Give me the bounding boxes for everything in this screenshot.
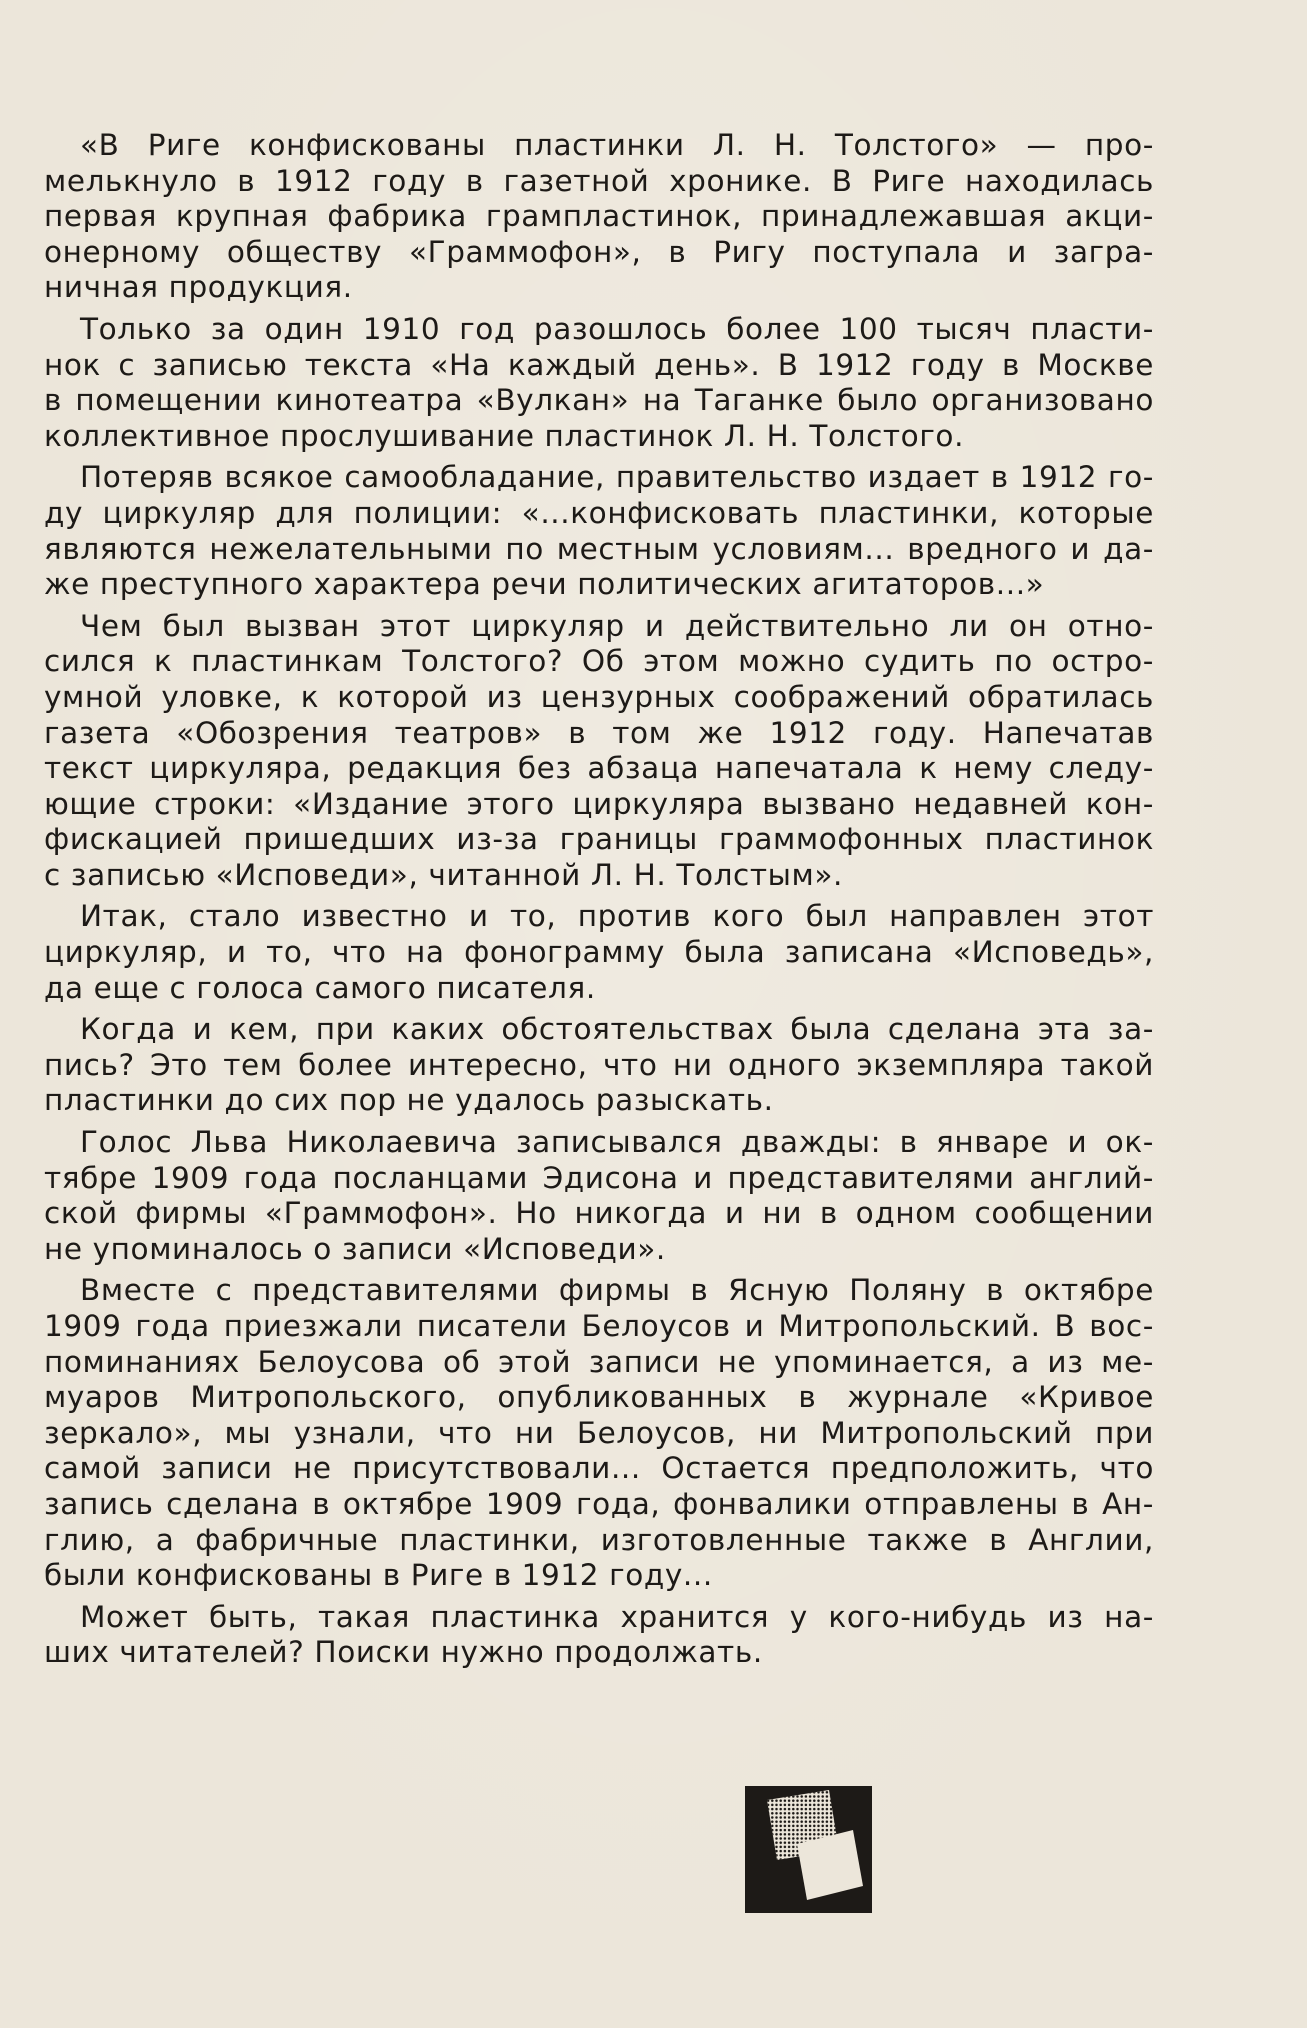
- text-line: онерному обществу «Граммофон», в Ригу поступала и загра-: [44, 234, 1154, 269]
- text-line: ской фирмы «Граммофон». Но никогда и ни в одном сообщении: [44, 1196, 1154, 1231]
- text-line: же преступного характера речи политических агитаторов...»: [44, 567, 1045, 602]
- text-line: Потеряв всякое самообладание, правительство издает в 1912 го-: [80, 460, 1154, 495]
- text-line: Итак, стало известно и то, против кого был направлен этот: [80, 899, 1154, 934]
- text-line: Когда и кем, при каких обстоятельствах была сделана эта за-: [80, 1012, 1154, 1047]
- text-line: умной уловке, к которой из цензурных соображений обратилась: [44, 679, 1154, 714]
- text-line: в помещении кинотеатра «Вулкан» на Таганке было организовано: [44, 383, 1154, 418]
- text-line: Голос Льва Николаевича записывался дважды: в январе и ок-: [80, 1125, 1154, 1160]
- text-line: ничная продукция.: [44, 270, 353, 305]
- text-line: Чем был вызван этот циркуляр и действительно ли он отно-: [80, 608, 1154, 643]
- paragraph: [44, 899, 1154, 1006]
- text-line: пись? Это тем более интересно, что ни одного экземпляра такой: [44, 1047, 1154, 1082]
- text-line: поминаниях Белоусова об этой записи не упоминается, а из ме-: [44, 1344, 1154, 1379]
- text-line: Может быть, такая пластинка хранится у кого-нибудь из на-: [80, 1599, 1154, 1634]
- text-line: запись сделана в октябре 1909 года, фонвалики отправлены в Ан-: [44, 1486, 1154, 1521]
- paragraph: [44, 1125, 1154, 1267]
- paragraph: [44, 1600, 1154, 1671]
- text-line: зеркало», мы узнали, что ни Белоусов, ни Митропольский при: [44, 1415, 1154, 1450]
- text-line: фискацией пришедших из-за границы граммофонных пластинок: [44, 822, 1154, 857]
- text-line: Вместе с представителями фирмы в Ясную Поляну в октябре: [80, 1273, 1154, 1308]
- paragraph: [44, 460, 1154, 602]
- text-line: пластинки до сих пор не удалось разыскать.: [44, 1083, 774, 1118]
- text-line: нок с записью текста «На каждый день». В 1912 году в Москве: [44, 347, 1154, 382]
- text-line: 1909 года приезжали писатели Белоусов и Митропольский. В вос-: [44, 1309, 1154, 1343]
- text-line: являются нежелательными по местным условиям... вредного и да-: [44, 531, 1154, 566]
- text-line: да еще с голоса самого писателя.: [44, 970, 596, 1005]
- paragraph: [44, 1012, 1154, 1119]
- text-line: ющие строки: «Издание этого циркуляра вызвано недавней кон-: [44, 786, 1154, 821]
- text-line: циркуляр, и то, что на фонограмму была записана «Исповедь»,: [44, 935, 1154, 970]
- text-line: первая крупная фабрика грампластинок, принадлежавшая акци-: [44, 199, 1154, 234]
- text-line: ду циркуляр для полиции: «...конфисковать пластинки, которые: [44, 495, 1154, 530]
- text-line: «В Риге конфискованы пластинки Л. Н. Толстого» — про-: [80, 128, 1154, 162]
- text-line: муаров Митропольского, опубликованных в журнале «Кривое: [44, 1380, 1154, 1415]
- text-line: газета «Обозрения театров» в том же 1912 году. Напечатав: [44, 715, 1154, 750]
- text-line: Только за один 1910 год разошлось более 100 тысяч пласти-: [80, 311, 1154, 346]
- text-line: были конфискованы в Риге в 1912 году...: [44, 1558, 713, 1593]
- paragraph: [44, 1273, 1154, 1593]
- paragraph: [44, 128, 1154, 306]
- text-line: текст циркуляра, редакция без абзаца напечатала к нему следу-: [44, 751, 1154, 786]
- text-line: самой записи не присутствовали... Остается предположить, что: [44, 1451, 1154, 1486]
- text-line: мелькнуло в 1912 году в газетной хронике. В Риге находилась: [44, 163, 1154, 198]
- text-line: ших читателей? Поиски нужно продолжать.: [44, 1635, 763, 1670]
- paragraph: [44, 312, 1154, 454]
- text-line: коллективное прослушивание пластинок Л. Н. Толстого.: [44, 418, 965, 453]
- text-line: не упоминалось о записи «Исповеди».: [44, 1231, 666, 1266]
- text-line: с записью «Исповеди», читанной Л. Н. Толстым».: [44, 857, 844, 892]
- text-line: сился к пластинкам Толстого? Об этом можно судить по остро-: [44, 644, 1154, 679]
- text-line: глию, а фабричные пластинки, изготовленные также в Англии,: [44, 1522, 1154, 1557]
- article-text: [44, 128, 1154, 1677]
- text-line: тябре 1909 года посланцами Эдисона и представителями англий-: [44, 1160, 1154, 1195]
- end-of-article-ornament: [745, 1786, 872, 1913]
- paragraph: [44, 609, 1154, 894]
